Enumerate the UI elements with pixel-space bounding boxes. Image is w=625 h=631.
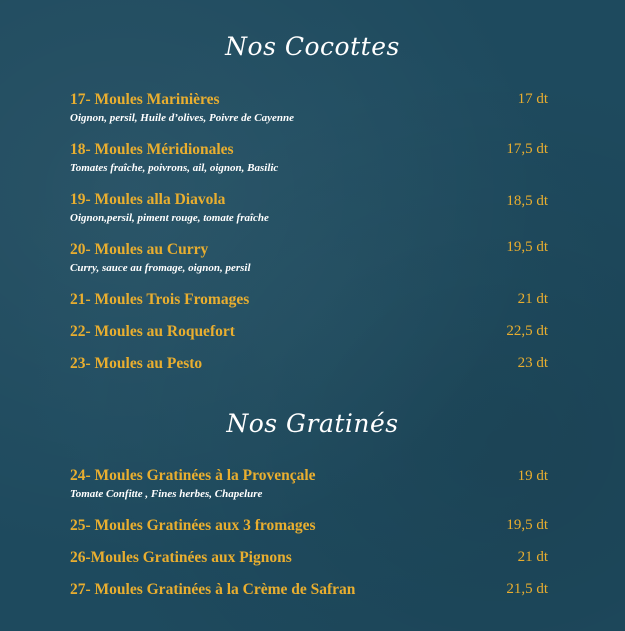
menu-item-20 [70,241,548,274]
item-name: 25- Moules Gratinées aux 3 fromages [70,517,316,534]
item-price: 17,5 dt [506,141,548,157]
item-price: 17 dt [517,91,548,107]
item-name: 21- Moules Trois Fromages [70,291,250,308]
section-title-cocottes: Nos Cocottes [225,32,400,61]
item-price: 19,5 dt [506,517,548,533]
item-price: 19 dt [517,468,548,484]
item-description: Tomates fraîche, poivrons, ail, oignon, Basilic [70,162,279,174]
menu-item-27 [70,581,548,599]
menu-item-23 [70,355,548,373]
item-name: 19- Moules alla Diavola [70,191,226,208]
menu-item-18 [70,141,548,174]
menu-item-24 [70,467,548,500]
item-price: 18,5 dt [506,193,548,209]
item-price: 22,5 dt [506,323,548,339]
item-price: 21,5 dt [506,581,548,597]
item-description: Tomate Confitte , Fines herbes, Chapelure [70,488,263,500]
item-name: 20- Moules au Curry [70,241,209,258]
item-price: 21 dt [517,291,548,307]
item-price: 19,5 dt [506,239,548,255]
menu-item-26 [70,549,548,567]
item-name: 24- Moules Gratinées à la Provençale [70,467,316,484]
item-name: 27- Moules Gratinées à la Crème de Safran [70,581,356,598]
item-price: 21 dt [517,549,548,565]
item-name: 26-Moules Gratinées aux Pignons [70,549,292,566]
item-description: Oignon,persil, piment rouge, tomate fraîche [70,212,269,224]
item-name: 18- Moules Méridionales [70,141,234,158]
item-description: Oignon, persil, Huile d’olives, Poivre de Cayenne [70,112,294,124]
menu-item-19 [70,191,548,224]
item-price: 23 dt [517,355,548,371]
menu-item-22 [70,323,548,341]
item-name: 17- Moules Marinières [70,91,220,108]
menu-item-17 [70,91,548,124]
item-description: Curry, sauce au fromage, oignon, persil [70,262,251,274]
item-name: 22- Moules au Roquefort [70,323,235,340]
section-title-gratines: Nos Gratinés [226,409,399,438]
menu-item-25 [70,517,548,535]
item-name: 23- Moules au Pesto [70,355,203,372]
menu-item-21 [70,291,548,309]
